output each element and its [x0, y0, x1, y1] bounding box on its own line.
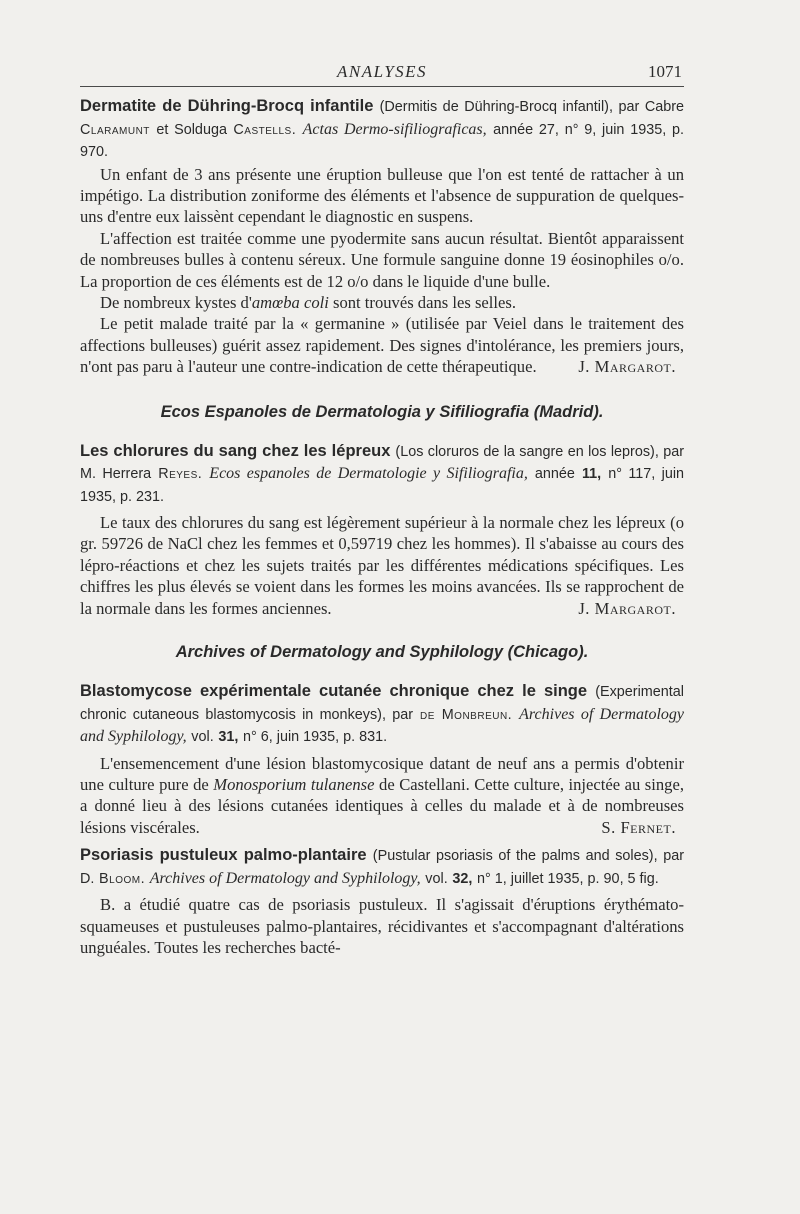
paragraph: B. a étudié quatre cas de psoriasis pustuleux. Il s'agissait d'éruptions érythémato-squameuses et pustuleuses palmo-plantaires, récidivantes et s'accompagnant d'altérations unguéales. Toutes les recherches bacté-: [80, 895, 684, 958]
journal-heading: Archives of Dermatology and Syphilology (Chicago).: [175, 643, 589, 662]
citation-details: n° 1, juillet 1935, p. 90, 5 fig.: [477, 870, 659, 887]
author-name: Claramunt: [80, 121, 150, 138]
journal-citation: Actas Dermo-sifiliograficas,: [302, 120, 487, 138]
paragraph-text: L'ensemencement d'une lésion blastomycosique datant de neuf ans a permis d'obtenir une culture pure de: [80, 753, 684, 794]
article-heading: [80, 681, 684, 749]
page-header: [80, 56, 684, 87]
journal-citation: Archives of Dermatology and Syphilology,: [80, 705, 685, 746]
running-title: ANALYSES: [336, 62, 428, 81]
species-name: amœba coli: [251, 292, 329, 312]
article-title: Dermatite de Dühring-Brocq infantile: [80, 97, 374, 115]
article-heading: [80, 845, 684, 890]
paragraph-text: Le petit malade traité par la « germanine » (utilisée par Veiel dans le traitement des affections bulleuses) guérit assez rapidement. Des signes d'intolérance, les premiers jours, n'ont pas paru à l'auteur une contre-indication de cette thérapeutique.: [80, 314, 684, 377]
paragraph-text: Le taux des chlorures du sang est légèrement supérieur à la normale chez les lépreux (o gr. 59726 de NaCl chez les femmes et 0,59719 chez les hommes). Il s'abaisse au cours des lépro-réactions et chez les sujets traités par les différentes médications spécifiques. Les chiffres les plus élevés se voient dans les formes les moins avancées. Ils se rapprochent de la normale dans les formes anciennes.: [80, 513, 684, 618]
article-heading: [80, 441, 684, 509]
citation-details: année 27, n° 9, juin 1935, p. 970.: [80, 121, 685, 160]
citation-prefix: vol.: [425, 870, 448, 887]
signature: J. Margarot.: [578, 357, 676, 377]
author-conjunction: et Solduga: [156, 121, 227, 138]
paragraph: [80, 313, 684, 377]
citation-details: n° 6, juin 1935, p. 831.: [243, 729, 388, 746]
author-name: Bloom.: [99, 870, 146, 887]
article-blastomycose: [80, 681, 684, 838]
paragraph-text: sont trouvés dans les selles.: [328, 292, 516, 312]
author-name: Castells.: [233, 121, 297, 138]
article-title: Psoriasis pustuleux palmo-plantaire: [80, 846, 367, 865]
article-heading: [80, 96, 684, 164]
author-name: de Monbreun.: [420, 706, 513, 723]
volume-number: 31,: [218, 729, 239, 746]
journal-citation: Ecos espanoles de Dermatologie y Sifiliografia,: [209, 465, 528, 483]
page-content: [80, 96, 684, 958]
paragraph: [80, 292, 684, 313]
citation-prefix: vol.: [191, 729, 214, 746]
journal-heading: Ecos Espanoles de Dermatologia y Sifiliografia (Madrid).: [160, 402, 604, 421]
volume-number: 11,: [581, 466, 602, 483]
paragraph: L'affection est traitée comme une pyodermite sans aucun résultat. Bientôt apparaissent de nombreuses bulles à contenu séreux. Une formule sanguine donne 19 éosinophiles o/o. La proportion de ces éléments est de 12 o/o dans le liquide d'une bulle.: [80, 228, 684, 291]
citation-prefix: année: [534, 466, 575, 483]
journal-citation: Archives of Dermatology and Syphilology,: [149, 869, 421, 887]
article-chlorures-lepreux: [80, 441, 684, 620]
paragraph: Un enfant de 3 ans présente une éruption bulleuse que l'on est tenté de rattacher à un impétigo. La distribution zoniforme des éléments et l'absence de suppuration de quelques-uns d'entre eux laissènt cependant le diagnostic en suspens.: [80, 164, 684, 227]
article-title: Les chlorures du sang chez les lépreux: [80, 441, 391, 460]
author-name: Reyes.: [158, 466, 203, 483]
citation-details: n° 117, juin 1935, p. 231.: [80, 466, 685, 505]
paragraph: [80, 753, 684, 839]
article-duhring-brocq: [80, 96, 684, 378]
article-psoriasis-pustuleux: [80, 845, 684, 958]
article-subtitle: (Pustular psoriasis of the palms and soles), par D.: [80, 848, 684, 887]
article-subtitle: (Los cloruros de la sangre en los lepros), par M. Herrera: [80, 443, 685, 483]
paragraph-text: de Castellani. Cette culture, injectée au singe, a donné lieu à des lésions cutanées identiques à celles du malade et à de nombreuses lésions viscérales.: [80, 775, 684, 837]
paragraph: [80, 512, 684, 619]
volume-number: 32,: [452, 870, 473, 887]
page-number: 1071: [648, 62, 682, 81]
article-title: Blastomycose expérimentale cutanée chronique chez le singe: [80, 682, 588, 701]
signature: S. Fernet.: [601, 817, 676, 837]
article-subtitle: (Experimental chronic cutaneous blastomycosis in monkeys), par: [80, 684, 684, 723]
article-subtitle: (Dermitis de Dühring-Brocq infantil), par Cabre: [379, 99, 685, 115]
paragraph-text: De nombreux kystes d': [100, 292, 252, 312]
species-name: Monosporium tulanense: [213, 775, 375, 794]
signature: J. Margarot.: [578, 598, 676, 618]
